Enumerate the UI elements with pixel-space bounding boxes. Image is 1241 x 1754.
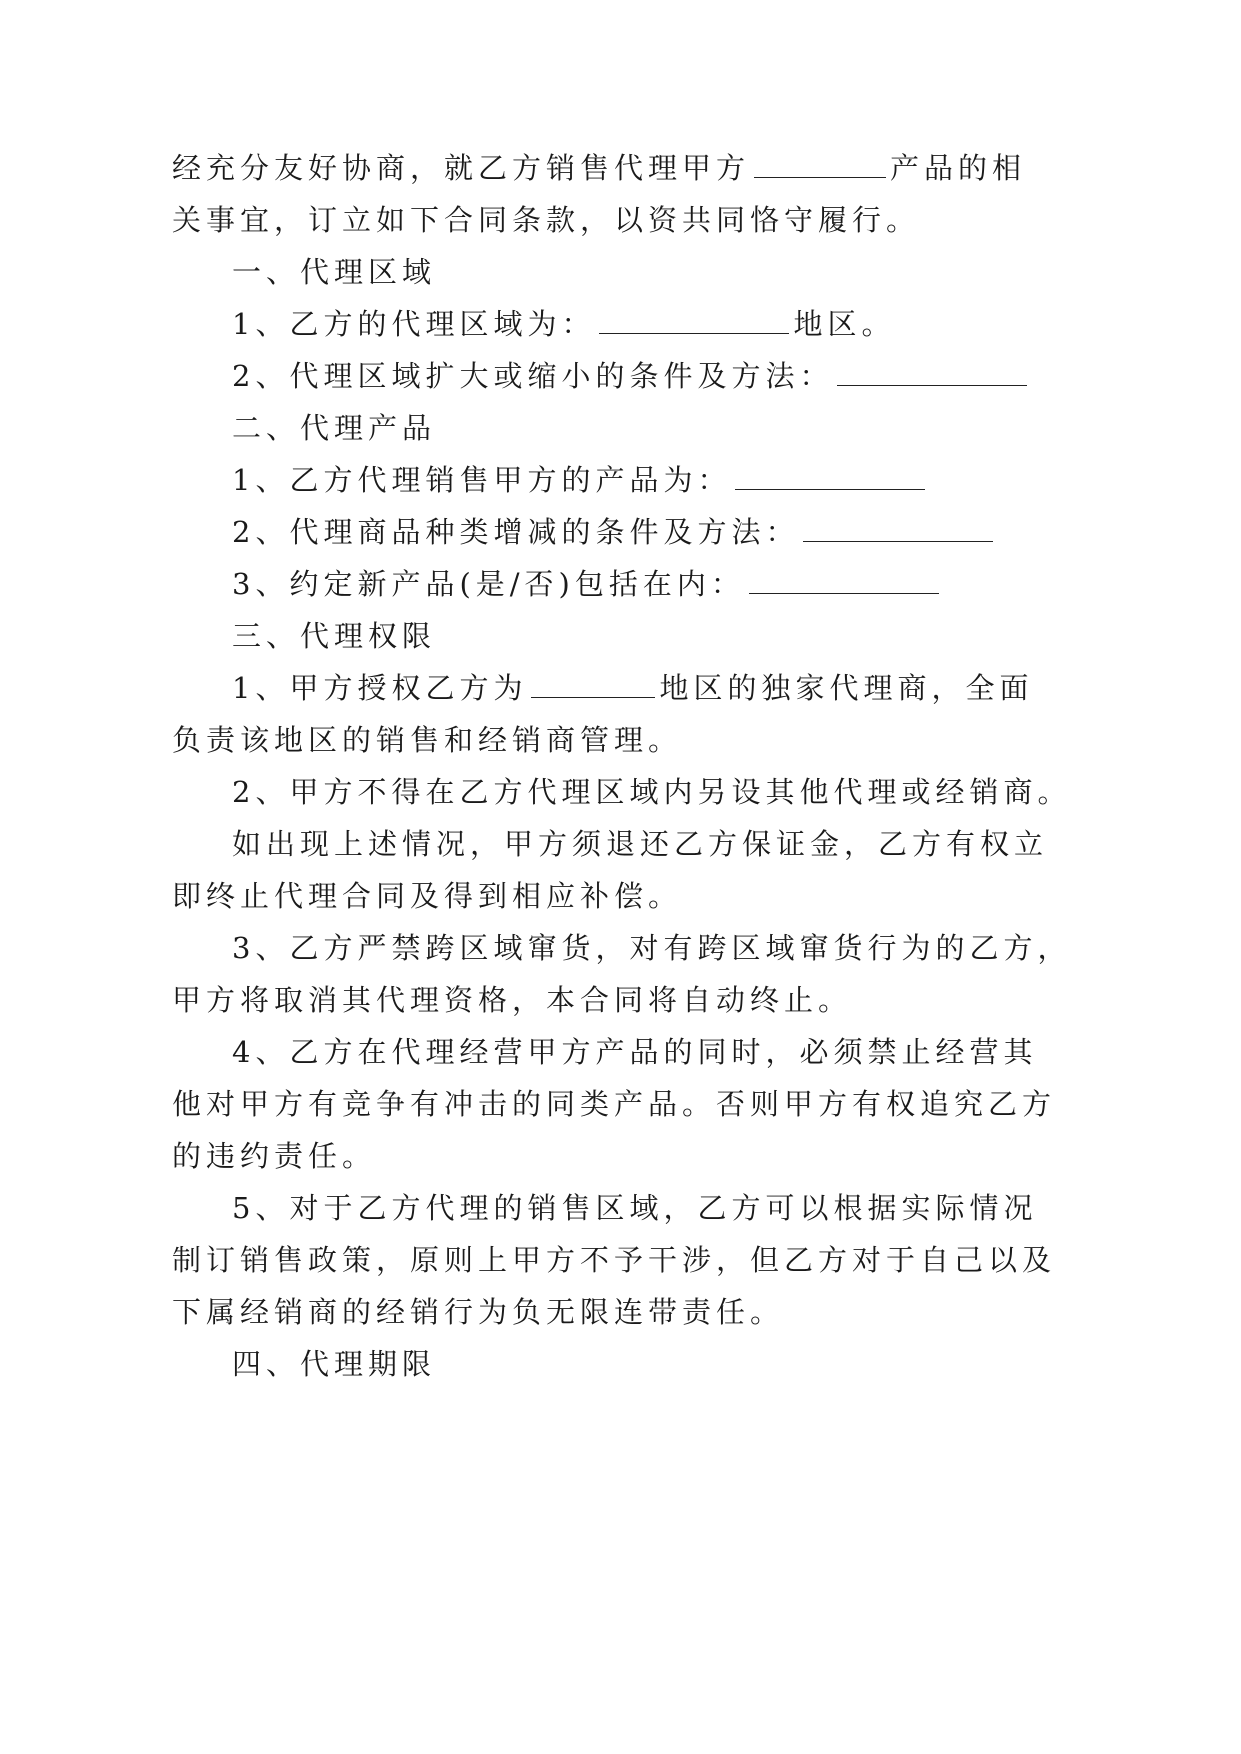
text-line xyxy=(172,148,1026,188)
fill-in-blank xyxy=(735,465,925,490)
text-line xyxy=(232,824,1048,864)
section-heading xyxy=(232,616,436,656)
text-line xyxy=(172,1084,1056,1124)
text-line xyxy=(232,564,943,604)
text-line xyxy=(232,772,1071,812)
text-line xyxy=(172,876,682,916)
fill-in-blank xyxy=(837,361,1027,386)
text-segment: 下属经销商的经销行为负无限连带责任。 xyxy=(172,1295,785,1329)
text-line xyxy=(232,668,1033,708)
text-segment: 1、乙方代理销售甲方的产品为： xyxy=(232,463,732,497)
text-segment: 2、甲方不得在乙方代理区域内另设其他代理或经销商。 xyxy=(232,775,1072,809)
fill-in-blank xyxy=(599,309,789,334)
text-segment: 2、代理区域扩大或缩小的条件及方法： xyxy=(232,359,834,393)
text-segment: 1、乙方的代理区域为： xyxy=(232,307,596,341)
text-segment: 4、乙方在代理经营甲方产品的同时，必须禁止经营其 xyxy=(232,1035,1038,1069)
text-segment: 地区的独家代理商，全面 xyxy=(659,671,1034,705)
text-segment: 经充分友好协商，就乙方销售代理甲方 xyxy=(172,151,751,185)
text-segment: 甲方将取消其代理资格，本合同将自动终止。 xyxy=(172,983,853,1017)
section-heading xyxy=(232,408,436,448)
text-line xyxy=(172,980,852,1020)
text-segment: 他对甲方有竞争有冲击的同类产品。否则甲方有权追究乙方 xyxy=(172,1087,1057,1121)
text-line xyxy=(232,928,1071,968)
text-segment: 制订销售政策，原则上甲方不予干涉，但乙方对于自己以及 xyxy=(172,1243,1057,1277)
text-segment: 一、代理区域 xyxy=(232,255,437,289)
text-segment: 关事宜，订立如下合同条款，以资共同恪守履行。 xyxy=(172,203,921,237)
text-segment: 1、甲方授权乙方为 xyxy=(232,671,528,705)
text-line xyxy=(172,1136,376,1176)
text-segment: 地区。 xyxy=(793,307,896,341)
section-heading xyxy=(232,252,436,292)
text-segment: 3、约定新产品(是/否)包括在内： xyxy=(232,567,745,601)
text-line xyxy=(232,1188,1037,1228)
section-heading xyxy=(232,1344,436,1384)
text-segment: 产品的相 xyxy=(890,151,1027,185)
text-segment: 三、代理权限 xyxy=(232,619,437,653)
text-line xyxy=(232,1032,1037,1072)
fill-in-blank xyxy=(531,673,655,698)
text-segment: 5、对于乙方代理的销售区域，乙方可以根据实际情况 xyxy=(232,1191,1038,1225)
text-line xyxy=(172,1292,784,1332)
text-line xyxy=(172,200,920,240)
text-segment: 四、代理期限 xyxy=(232,1347,437,1381)
fill-in-blank xyxy=(749,569,939,594)
text-line xyxy=(232,356,1031,396)
fill-in-blank xyxy=(803,517,993,542)
text-line xyxy=(232,304,895,344)
text-segment: 3、乙方严禁跨区域窜货，对有跨区域窜货行为的乙方， xyxy=(232,931,1072,965)
text-segment: 二、代理产品 xyxy=(232,411,437,445)
text-segment: 负责该地区的销售和经销商管理。 xyxy=(172,723,683,757)
text-line xyxy=(232,512,997,552)
text-line xyxy=(172,720,682,760)
text-line xyxy=(232,460,929,500)
text-segment: 如出现上述情况，甲方须退还乙方保证金，乙方有权立 xyxy=(232,827,1049,861)
text-line xyxy=(172,1240,1056,1280)
text-segment: 的违约责任。 xyxy=(172,1139,377,1173)
text-segment: 即终止代理合同及得到相应补偿。 xyxy=(172,879,683,913)
text-segment: 2、代理商品种类增减的条件及方法： xyxy=(232,515,800,549)
fill-in-blank xyxy=(754,153,886,178)
